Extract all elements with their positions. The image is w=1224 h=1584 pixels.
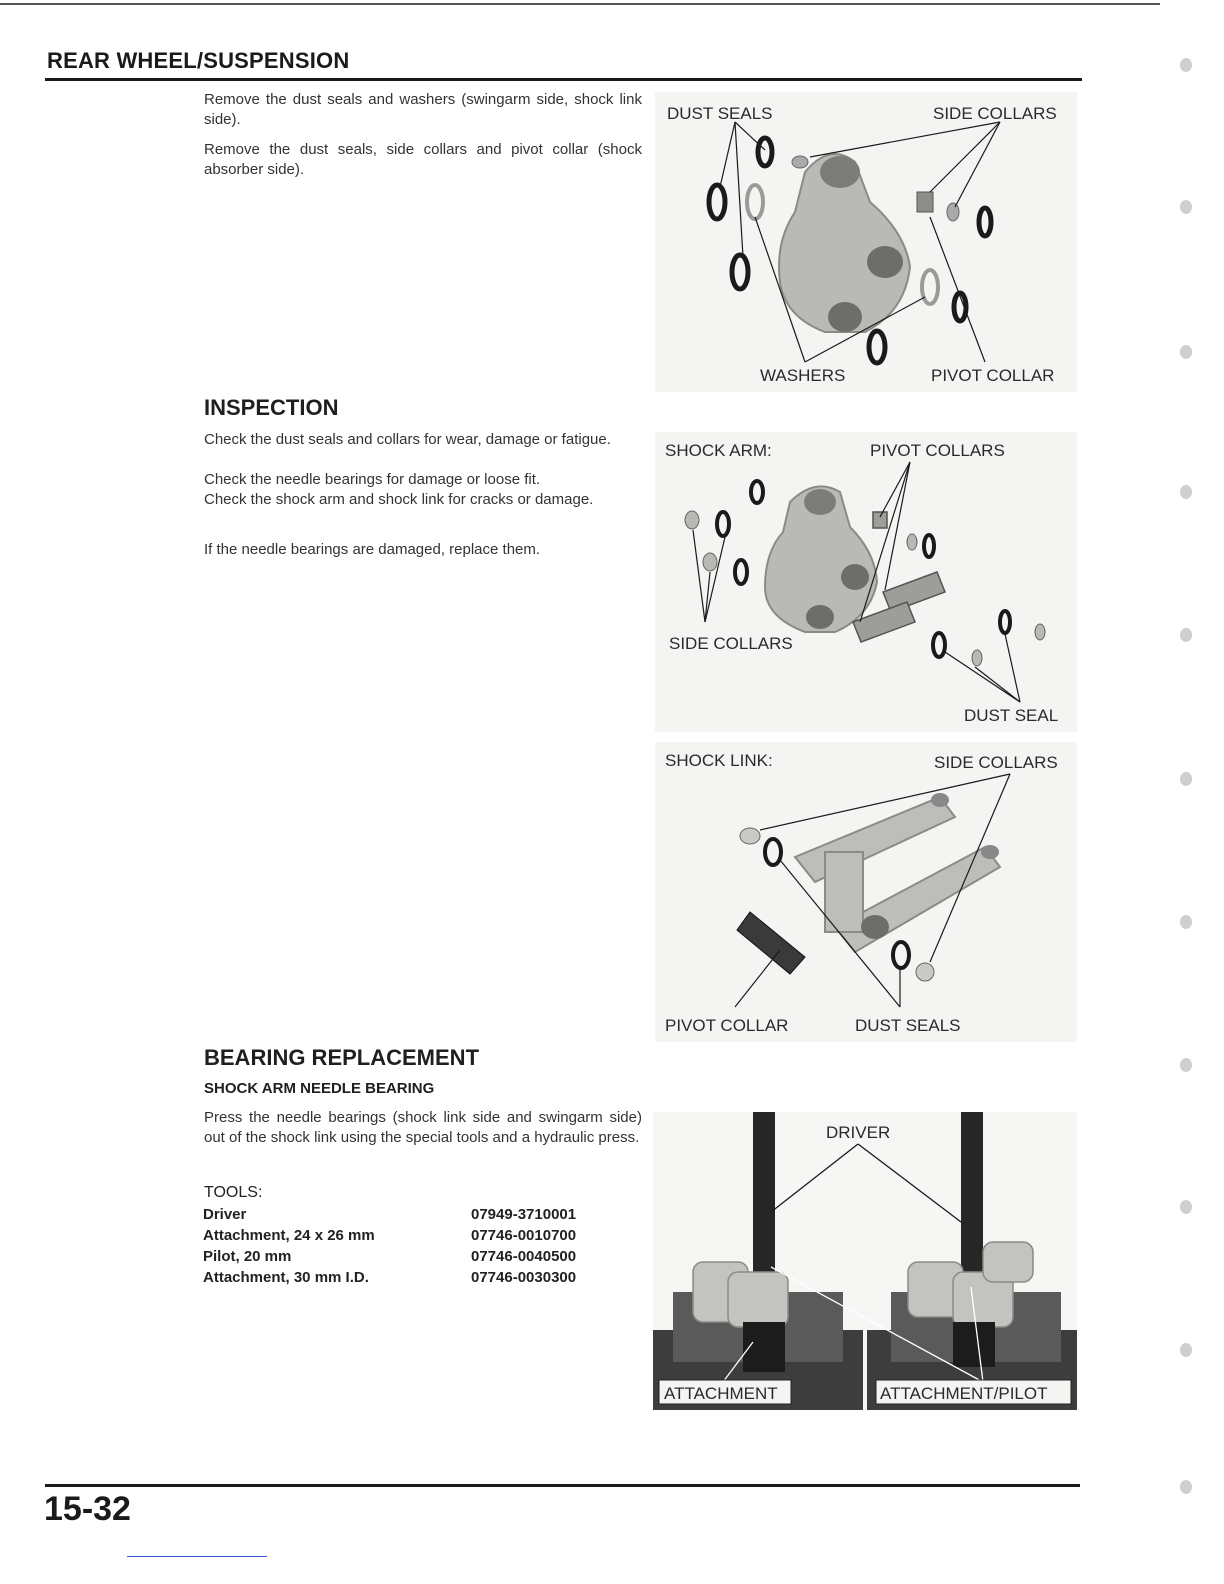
label-side-collars: SIDE COLLARS (669, 634, 793, 653)
label-pivot-collar: PIVOT COLLAR (665, 1016, 789, 1035)
margin-tab-dot (1180, 1200, 1192, 1214)
tool-row (203, 1269, 623, 1290)
margin-tab-dot (1180, 1058, 1192, 1072)
label-dust-seal: DUST SEAL (964, 706, 1059, 725)
side-collar (792, 156, 808, 168)
label-dust-seals: DUST SEALS (667, 104, 773, 123)
bearing-paragraph: Press the needle bearings (shock link side and swingarm side) out of the shock link using the special tools and a hydraulic press. (204, 1109, 642, 1146)
bearing-bore (806, 605, 834, 629)
title-rule (45, 78, 1082, 81)
margin-tab-dot (1180, 345, 1192, 359)
margin-tab-dot (1180, 915, 1192, 929)
intro-paragraph-1: Remove the dust seals and washers (swingarm side, shock link side). (204, 91, 642, 128)
label-washers: WASHERS (760, 366, 846, 385)
side-collar (947, 203, 959, 221)
top-rule (0, 3, 1160, 5)
margin-tab-dot (1180, 1480, 1192, 1494)
bearing-replacement-heading: BEARING REPLACEMENT (204, 1045, 480, 1070)
label-pivot-collars: PIVOT COLLARS (870, 441, 1005, 460)
figure-bearing-press (653, 1112, 1077, 1410)
shock-arm-bearing-subheading: SHOCK ARM NEEDLE BEARING (204, 1080, 435, 1097)
tool-number: 07949-3710001 (471, 1206, 577, 1223)
margin-tab-dot (1180, 58, 1192, 72)
intro-paragraph-2: Remove the dust seals, side collars and pivot collar (shock absorber side). (204, 141, 642, 178)
tool-name: Attachment, 30 mm I.D. (203, 1269, 369, 1286)
label-shock-arm: SHOCK ARM: (665, 441, 772, 460)
leader-lines (771, 1144, 961, 1222)
tool-number: 07746-0010700 (471, 1227, 577, 1244)
margin-tab-dot (1180, 485, 1192, 499)
inspection-paragraph-1: Check the dust seals and collars for wear, damage or fatigue. (204, 431, 611, 448)
margin-tab-dot (1180, 1343, 1192, 1357)
tool-row (203, 1227, 623, 1248)
driver-shaft-right (961, 1112, 983, 1282)
margin-tab-dot (1180, 628, 1192, 642)
label-shock-link: SHOCK LINK: (665, 751, 773, 770)
tools-label: TOOLS: (204, 1184, 263, 1201)
leader-lines (735, 774, 1010, 1007)
margin-tab-dot (1180, 772, 1192, 786)
inspection-paragraph-3: Check the shock arm and shock link for cracks or damage. (204, 491, 594, 508)
tool-row (203, 1206, 623, 1227)
inspection-heading: INSPECTION (204, 395, 339, 420)
margin-tab-dot (1180, 200, 1192, 214)
tool-number: 07746-0040500 (471, 1248, 577, 1265)
inspection-paragraph-4: If the needle bearings are damaged, replace them. (204, 541, 541, 558)
inspection-paragraph-2: Check the needle bearings for damage or loose fit. (204, 471, 541, 488)
label-driver: DRIVER (826, 1123, 891, 1142)
tool-name: Pilot, 20 mm (203, 1248, 292, 1265)
label-dust-seals: DUST SEALS (855, 1016, 961, 1035)
shock-link-body (795, 797, 1000, 952)
label-side-collars: SIDE COLLARS (933, 104, 1057, 123)
label-pivot-collar: PIVOT COLLAR (931, 366, 1055, 385)
tool-row (203, 1248, 623, 1269)
scan-mark-line (127, 1556, 267, 1557)
figure-shock-arm-removal (655, 92, 1077, 392)
figure-shock-link-parts (655, 742, 1077, 1042)
tool-name: Attachment, 24 x 26 mm (203, 1227, 375, 1244)
tools-list (203, 1206, 623, 1296)
tool-number: 07746-0030300 (471, 1269, 577, 1286)
tool-name: Driver (203, 1206, 247, 1223)
bearing-bore (820, 156, 860, 188)
pivot-collar (737, 912, 805, 974)
label-side-collars: SIDE COLLARS (934, 753, 1058, 772)
driver-shaft-left (753, 1112, 775, 1282)
label-attachment: ATTACHMENT (664, 1384, 778, 1403)
bottom-rule (45, 1484, 1080, 1487)
bearing-bore (867, 246, 903, 278)
page-number: 15-32 (44, 1490, 131, 1528)
photo-divider (863, 1322, 867, 1410)
section-title: REAR WHEEL/SUSPENSION (47, 48, 350, 73)
bearing-bore (828, 302, 862, 332)
side-collar (917, 192, 933, 212)
bearing-bore (841, 564, 869, 590)
link-end-bore (981, 845, 999, 859)
link-end-bore (931, 793, 949, 807)
attachment-right (953, 1322, 995, 1367)
figure-shock-arm-parts (655, 432, 1077, 732)
link-bearing-bore (861, 915, 889, 939)
bearing-bore (804, 489, 836, 515)
label-attachment-pilot: ATTACHMENT/PILOT (880, 1384, 1048, 1403)
